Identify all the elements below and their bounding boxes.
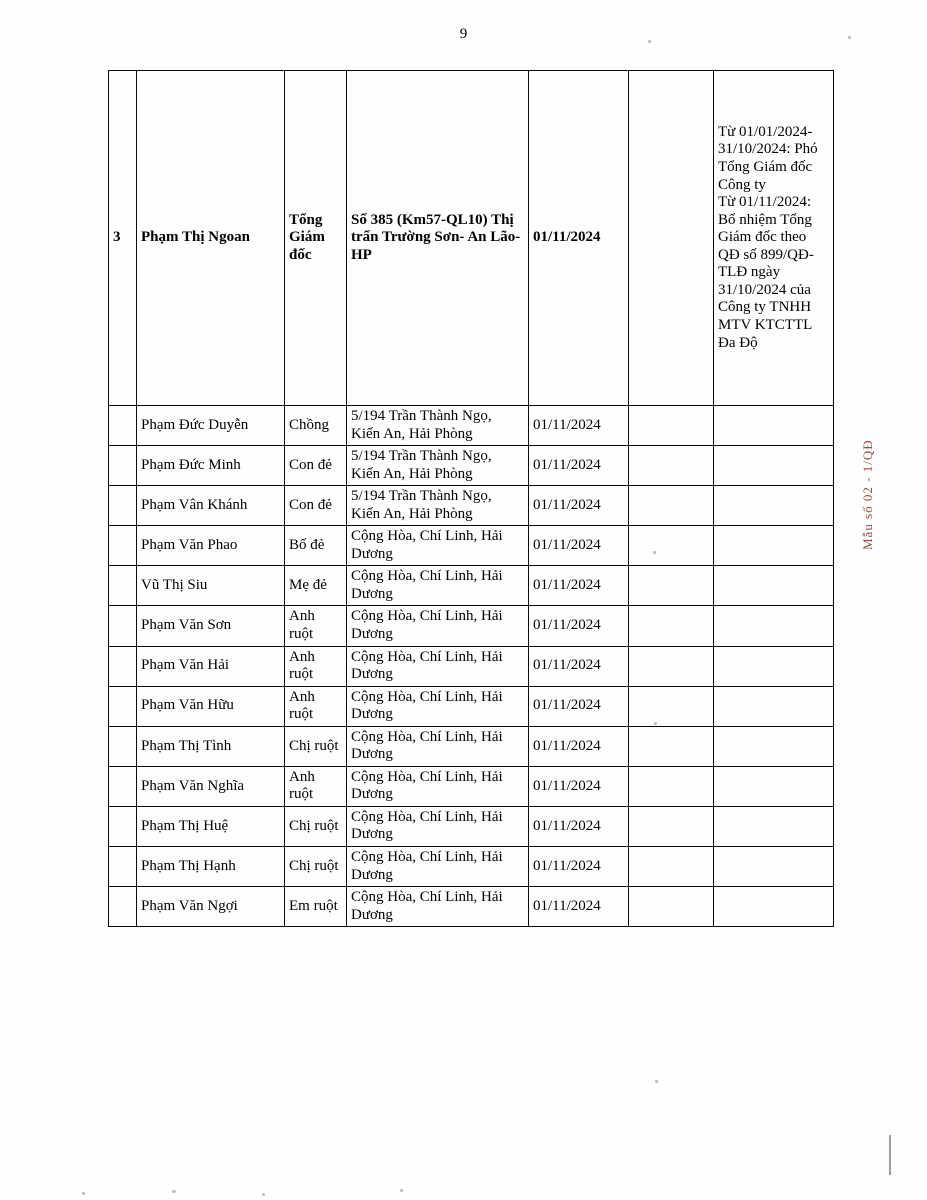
cell-relation: Chị ruột <box>285 806 347 846</box>
cell-note <box>714 526 834 566</box>
cell-index <box>109 406 137 446</box>
cell-name: Phạm Đức Minh <box>137 446 285 486</box>
cell-name: Phạm Vân Khánh <box>137 486 285 526</box>
cell-blank <box>629 446 714 486</box>
page-edge-artifact <box>889 1135 891 1175</box>
cell-name: Vũ Thị Siu <box>137 566 285 606</box>
cell-address: Cộng Hòa, Chí Linh, Hải Dương <box>347 526 529 566</box>
table-row <box>109 686 834 726</box>
cell-date: 01/11/2024 <box>529 766 629 806</box>
scan-speck <box>82 1192 85 1195</box>
cell-note <box>714 766 834 806</box>
cell-note <box>714 406 834 446</box>
table-row <box>109 847 834 887</box>
cell-relation: Con đẻ <box>285 486 347 526</box>
table-body <box>109 71 834 927</box>
cell-blank <box>629 486 714 526</box>
cell-note <box>714 486 834 526</box>
cell-address: Cộng Hòa, Chí Linh, Hải Dương <box>347 766 529 806</box>
table-row <box>109 446 834 486</box>
cell-relation: Chị ruột <box>285 847 347 887</box>
table-row <box>109 406 834 446</box>
cell-name: Phạm Văn Ngợi <box>137 887 285 927</box>
cell-relation: Anh ruột <box>285 606 347 646</box>
cell-index <box>109 806 137 846</box>
cell-date: 01/11/2024 <box>529 806 629 846</box>
cell-relation: Anh ruột <box>285 766 347 806</box>
cell-blank <box>629 406 714 446</box>
cell-name: Phạm Thị Huệ <box>137 806 285 846</box>
cell-name: Phạm Đức Duyễn <box>137 406 285 446</box>
cell-name: Phạm Văn Hữu <box>137 686 285 726</box>
table-row <box>109 887 834 927</box>
cell-address: 5/194 Trần Thành Ngọ, Kiến An, Hải Phòng <box>347 446 529 486</box>
table-row <box>109 566 834 606</box>
cell-index <box>109 606 137 646</box>
scan-speck <box>848 36 851 39</box>
cell-note <box>714 646 834 686</box>
cell-relation: Em ruột <box>285 887 347 927</box>
cell-name: Phạm Văn Nghĩa <box>137 766 285 806</box>
cell-index <box>109 766 137 806</box>
cell-address: Số 385 (Km57-QL10) Thị trấn Trường Sơn- An Lão- HP <box>347 71 529 406</box>
cell-relation: Bố đẻ <box>285 526 347 566</box>
cell-address: Cộng Hòa, Chí Linh, Hải Dương <box>347 847 529 887</box>
cell-note <box>714 887 834 927</box>
scan-speck <box>400 1189 403 1192</box>
cell-name: Phạm Thị Ngoan <box>137 71 285 406</box>
table-row <box>109 806 834 846</box>
cell-date: 01/11/2024 <box>529 646 629 686</box>
cell-blank <box>629 71 714 406</box>
cell-note: Từ 01/01/2024-31/10/2024: Phó Tổng Giám đốc Công ty Từ 01/11/2024: Bổ nhiệm Tổng Giám đốc theo QĐ số 899/QĐ-TLĐ ngày 31/10/2024 của Công ty TNHH MTV KTCTTL Đa Độ <box>714 71 834 406</box>
table-row <box>109 486 834 526</box>
scan-speck <box>654 722 657 725</box>
cell-blank <box>629 887 714 927</box>
table-row <box>109 726 834 766</box>
margin-handwritten-note: Mẫu số 02 - 1/QĐ <box>860 439 875 550</box>
cell-note <box>714 606 834 646</box>
cell-note <box>714 726 834 766</box>
cell-index <box>109 566 137 606</box>
cell-blank <box>629 766 714 806</box>
cell-note <box>714 446 834 486</box>
cell-index <box>109 887 137 927</box>
cell-name: Phạm Thị Tình <box>137 726 285 766</box>
cell-date: 01/11/2024 <box>529 606 629 646</box>
cell-relation: Anh ruột <box>285 686 347 726</box>
cell-index <box>109 446 137 486</box>
cell-blank <box>629 526 714 566</box>
cell-blank <box>629 646 714 686</box>
cell-date: 01/11/2024 <box>529 486 629 526</box>
scan-speck <box>653 551 656 554</box>
cell-address: Cộng Hòa, Chí Linh, Hải Dương <box>347 646 529 686</box>
cell-index: 3 <box>109 71 137 406</box>
cell-relation: Mẹ đẻ <box>285 566 347 606</box>
cell-date: 01/11/2024 <box>529 71 629 406</box>
cell-blank <box>629 606 714 646</box>
cell-index <box>109 726 137 766</box>
cell-index <box>109 486 137 526</box>
cell-index <box>109 686 137 726</box>
cell-name: Phạm Thị Hạnh <box>137 847 285 887</box>
cell-note <box>714 847 834 887</box>
cell-name: Phạm Văn Sơn <box>137 606 285 646</box>
cell-relation: Con đẻ <box>285 446 347 486</box>
relatives-table <box>108 70 834 927</box>
cell-address: 5/194 Trần Thành Ngọ, Kiến An, Hải Phòng <box>347 406 529 446</box>
cell-address: Cộng Hòa, Chí Linh, Hải Dương <box>347 686 529 726</box>
cell-address: Cộng Hòa, Chí Linh, Hải Dương <box>347 726 529 766</box>
scan-speck <box>655 1080 658 1083</box>
cell-address: Cộng Hòa, Chí Linh, Hải Dương <box>347 887 529 927</box>
cell-date: 01/11/2024 <box>529 526 629 566</box>
cell-blank <box>629 806 714 846</box>
cell-blank <box>629 726 714 766</box>
table-row <box>109 766 834 806</box>
cell-name: Phạm Văn Phao <box>137 526 285 566</box>
cell-address: Cộng Hòa, Chí Linh, Hải Dương <box>347 806 529 846</box>
cell-address: 5/194 Trần Thành Ngọ, Kiến An, Hải Phòng <box>347 486 529 526</box>
cell-address: Cộng Hòa, Chí Linh, Hải Dương <box>347 606 529 646</box>
table-row <box>109 71 834 406</box>
scan-speck <box>172 1190 176 1193</box>
cell-date: 01/11/2024 <box>529 726 629 766</box>
cell-index <box>109 526 137 566</box>
cell-blank <box>629 847 714 887</box>
cell-date: 01/11/2024 <box>529 686 629 726</box>
cell-date: 01/11/2024 <box>529 887 629 927</box>
cell-date: 01/11/2024 <box>529 566 629 606</box>
scan-speck <box>262 1193 265 1196</box>
cell-blank <box>629 566 714 606</box>
cell-index <box>109 847 137 887</box>
cell-note <box>714 806 834 846</box>
cell-address: Cộng Hòa, Chí Linh, Hải Dương <box>347 566 529 606</box>
cell-note <box>714 686 834 726</box>
page-number: 9 <box>459 26 468 42</box>
cell-blank <box>629 686 714 726</box>
cell-relation: Tổng Giám đốc <box>285 71 347 406</box>
cell-name: Phạm Văn Hải <box>137 646 285 686</box>
cell-index <box>109 646 137 686</box>
cell-note <box>714 566 834 606</box>
cell-relation: Anh ruột <box>285 646 347 686</box>
table-row <box>109 526 834 566</box>
scan-speck <box>648 40 651 43</box>
table-row <box>109 606 834 646</box>
cell-date: 01/11/2024 <box>529 847 629 887</box>
cell-date: 01/11/2024 <box>529 406 629 446</box>
cell-relation: Chị ruột <box>285 726 347 766</box>
table-row <box>109 646 834 686</box>
cell-date: 01/11/2024 <box>529 446 629 486</box>
cell-relation: Chồng <box>285 406 347 446</box>
